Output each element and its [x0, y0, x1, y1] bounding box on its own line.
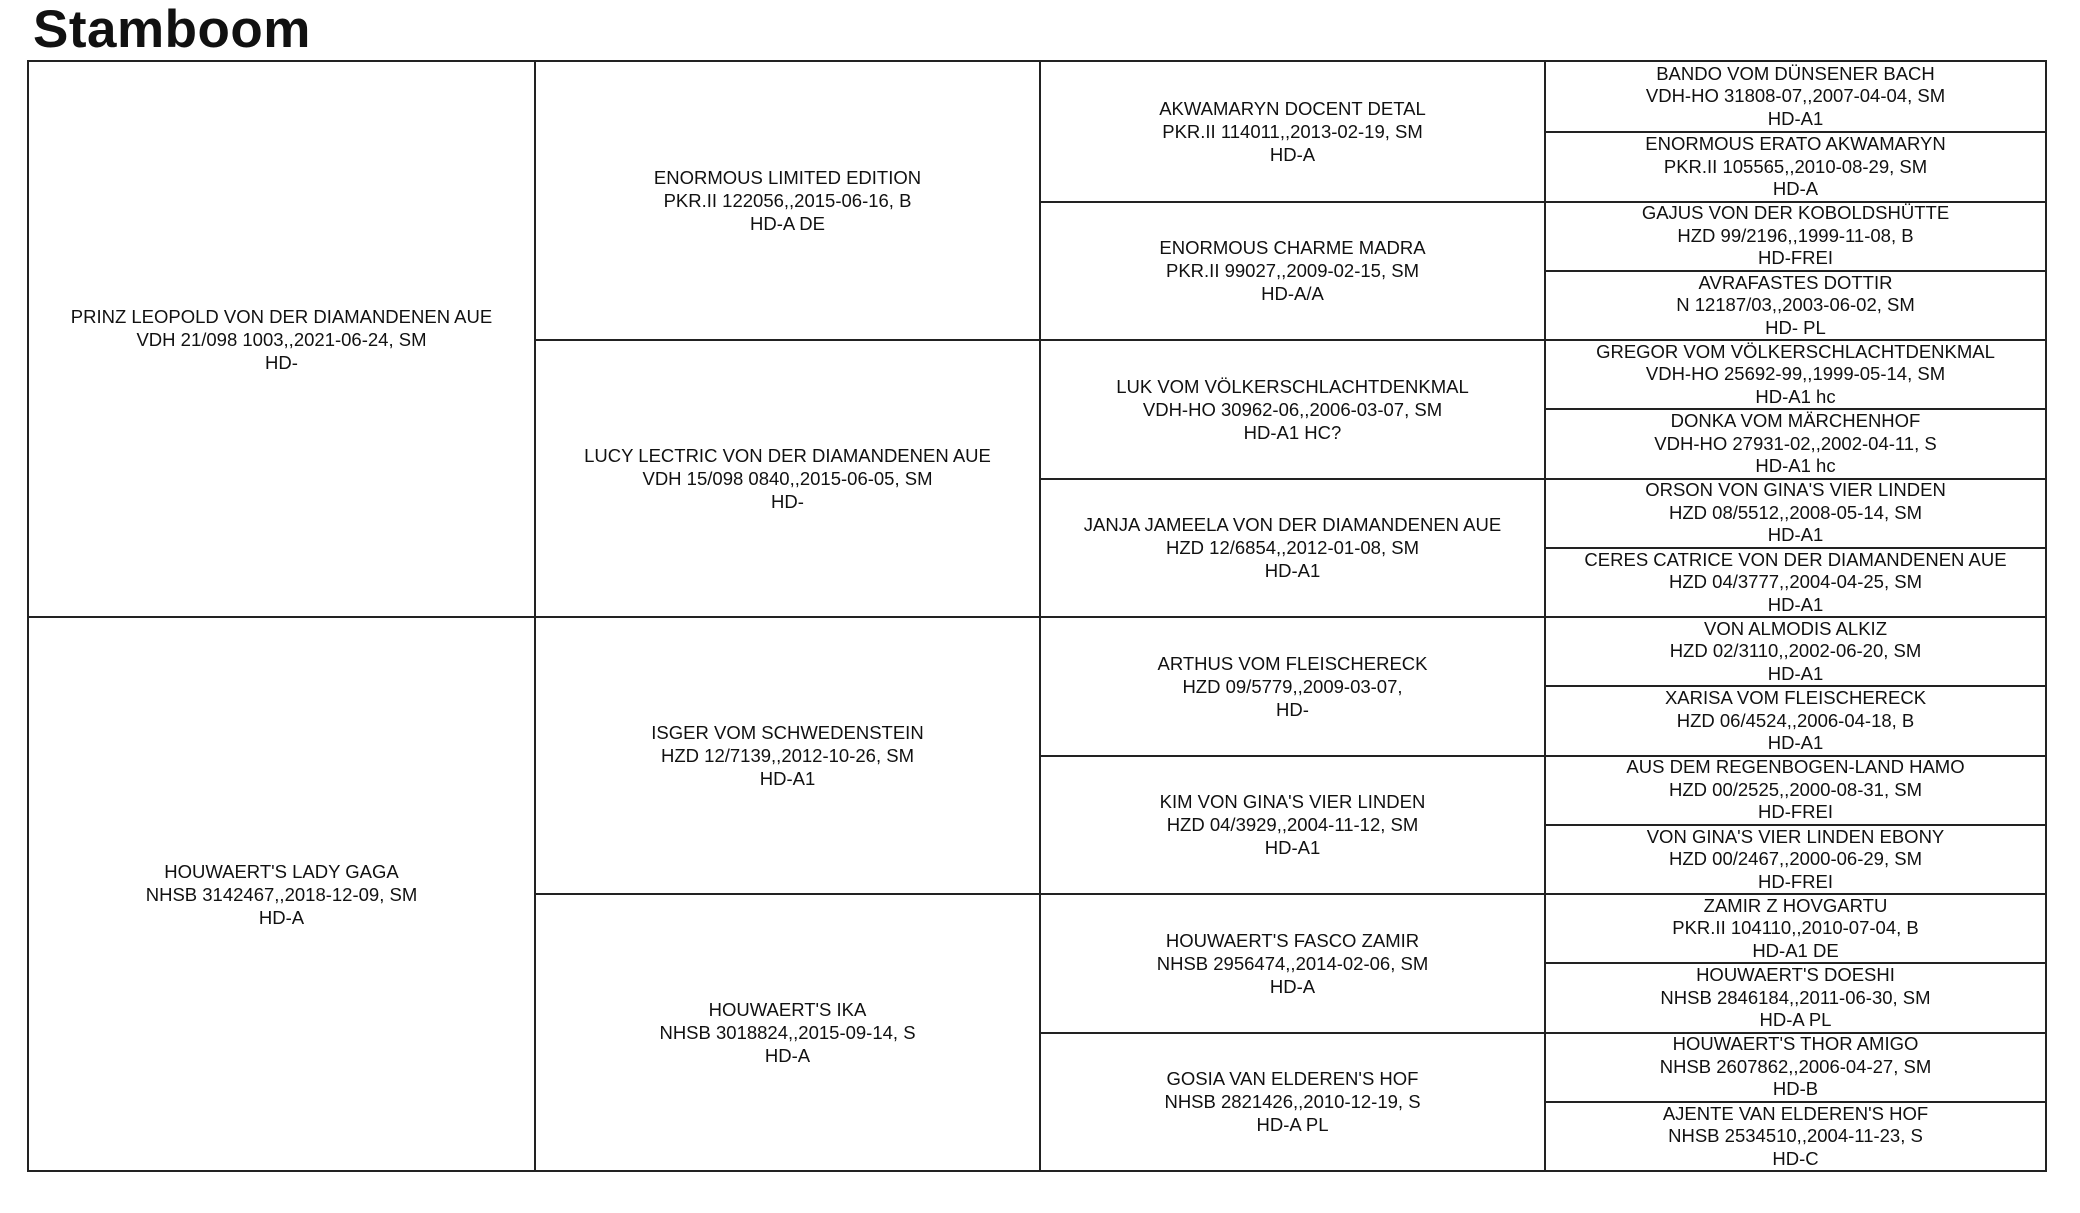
dog-name: ENORMOUS LIMITED EDITION	[653, 167, 922, 188]
dog-name: AKWAMARYN DOCENT DETAL	[1159, 97, 1426, 119]
dog-name: HOUWAERT'S LADY GAGA	[164, 860, 399, 882]
dog-name: GREGOR VOM VÖLKERSCHLACHTDENKMAL	[1596, 340, 1995, 362]
generation-3-dog	[1039, 1032, 1544, 1171]
dog-hd-score: HD-A	[1772, 178, 1819, 200]
dog-registration: HZD 12/6854,,2012-01-08, SM	[1166, 537, 1419, 559]
dog-hd-score: HD-FREI	[1757, 870, 1833, 892]
generation-3-dog	[1039, 478, 1544, 617]
dog-name: GAJUS VON DER KOBOLDSHÜTTE	[1641, 202, 1950, 224]
dog-name: LUK VOM VÖLKERSCHLACHTDENKMAL	[1116, 375, 1469, 397]
dog-name: HOUWAERT'S FASCO ZAMIR	[1165, 929, 1420, 951]
dog-registration: NHSB 3018824,,2015-09-14, S	[659, 1022, 916, 1043]
dog-registration: HZD 04/3929,,2004-11-12, SM	[1166, 814, 1419, 836]
dog-name: ISGER VOM SCHWEDENSTEIN	[651, 722, 924, 743]
dog-name: VON GINA'S VIER LINDEN EBONY	[1646, 825, 1945, 847]
dog-hd-score: HD-A	[258, 906, 305, 928]
dog-registration: VDH 21/098 1003,,2021-06-24, SM	[136, 328, 427, 350]
dog-hd-score: HD-	[265, 351, 298, 373]
dog-hd-score: HD-A1	[1767, 732, 1824, 754]
dog-registration: NHSB 2534510,,2004-11-23, S	[1668, 1125, 1923, 1147]
dog-registration: VDH-HO 30962-06,,2006-03-07, SM	[1142, 398, 1443, 420]
dog-registration: PKR.II 105565,,2010-08-29, SM	[1663, 155, 1928, 177]
dog-registration: PKR.II 122056,,2015-06-16, B	[663, 190, 912, 211]
dog-name: VON ALMODIS ALKIZ	[1703, 617, 1887, 639]
generation-3-dog	[1039, 201, 1544, 340]
generation-4-dog	[1544, 1032, 2045, 1101]
dog-name: BANDO VOM DÜNSENER BACH	[1656, 62, 1935, 84]
generation-4-dog	[1544, 893, 2045, 962]
generation-4-dog	[1544, 547, 2045, 616]
dog-hd-score: HD-A	[764, 1045, 811, 1066]
generation-4-dog	[1544, 339, 2045, 408]
dog-hd-score: HD-A1	[1767, 524, 1824, 546]
dog-registration: HZD 00/2467,,2000-06-29, SM	[1669, 848, 1922, 870]
dog-hd-score: HD-FREI	[1757, 247, 1833, 269]
generation-4-dog	[1544, 62, 2045, 131]
generation-2-dog	[534, 616, 1039, 893]
generation-1-dog	[29, 62, 534, 616]
generation-2-dog	[534, 62, 1039, 339]
generation-4-dog	[1544, 478, 2045, 547]
dog-name: AVRAFASTES DOTTIR	[1698, 271, 1893, 293]
dog-registration: PKR.II 114011,,2013-02-19, SM	[1162, 120, 1423, 142]
generation-3-dog	[1039, 339, 1544, 478]
dog-hd-score: HD-A	[1269, 975, 1316, 997]
dog-hd-score: HD-A1	[1264, 560, 1321, 582]
dog-name: ENORMOUS ERATO AKWAMARYN	[1645, 133, 1946, 155]
dog-name: ZAMIR Z HOVGARTU	[1703, 894, 1888, 916]
dog-hd-score: HD-	[1276, 698, 1309, 720]
dog-hd-score: HD-A1	[759, 768, 816, 789]
dog-registration: HZD 02/3110,,2002-06-20, SM	[1669, 640, 1922, 662]
generation-3-dog	[1039, 893, 1544, 1032]
generation-4-dog	[1544, 685, 2045, 754]
dog-hd-score: HD-A1 DE	[1752, 939, 1839, 961]
dog-registration: NHSB 2956474,,2014-02-06, SM	[1156, 952, 1429, 974]
dog-name: ORSON VON GINA'S VIER LINDEN	[1645, 479, 1946, 501]
dog-registration: VDH-HO 25692-99,,1999-05-14, SM	[1645, 363, 1946, 385]
dog-name: JANJA JAMEELA VON DER DIAMANDENEN AUE	[1083, 514, 1502, 536]
dog-name: ARTHUS VOM FLEISCHERECK	[1157, 652, 1428, 674]
dog-registration: HZD 06/4524,,2006-04-18, B	[1676, 709, 1915, 731]
dog-hd-score: HD-A DE	[749, 213, 826, 234]
dog-hd-score: HD-A1 hc	[1755, 455, 1836, 477]
dog-hd-score: HD-A PL	[1759, 1009, 1832, 1031]
generation-4-dog	[1544, 201, 2045, 270]
dog-registration: PKR.II 99027,,2009-02-15, SM	[1166, 260, 1419, 282]
generation-4-dog	[1544, 824, 2045, 893]
dog-registration: HZD 09/5779,,2009-03-07,	[1182, 675, 1403, 697]
dog-registration: NHSB 2846184,,2011-06-30, SM	[1660, 986, 1931, 1008]
dog-hd-score: HD-A1 hc	[1755, 385, 1836, 407]
generation-3-dog	[1039, 62, 1544, 201]
dog-hd-score: HD-A1	[1264, 837, 1321, 859]
generation-4-dog	[1544, 616, 2045, 685]
dog-hd-score: HD-A/A	[1261, 283, 1324, 305]
dog-name: HOUWAERT'S THOR AMIGO	[1672, 1033, 1919, 1055]
dog-name: LUCY LECTRIC VON DER DIAMANDENEN AUE	[584, 445, 991, 466]
generation-4-dog	[1544, 755, 2045, 824]
generation-4-dog	[1544, 270, 2045, 339]
dog-name: CERES CATRICE VON DER DIAMANDENEN AUE	[1584, 548, 2007, 570]
dog-registration: N 12187/03,,2003-06-02, SM	[1676, 294, 1915, 316]
dog-hd-score: HD-A1	[1767, 593, 1824, 615]
dog-registration: NHSB 2821426,,2010-12-19, S	[1164, 1091, 1421, 1113]
page-title: Stamboom	[33, 0, 311, 59]
dog-name: DONKA VOM MÄRCHENHOF	[1670, 410, 1921, 432]
generation-2-dog	[534, 339, 1039, 616]
dog-registration: HZD 12/7139,,2012-10-26, SM	[661, 745, 914, 766]
dog-hd-score: HD-A1 HC?	[1243, 421, 1342, 443]
dog-name: KIM VON GINA'S VIER LINDEN	[1159, 791, 1426, 813]
generation-1-dog	[29, 616, 534, 1170]
generation-4-dog	[1544, 1101, 2045, 1170]
dog-name: AJENTE VAN ELDEREN'S HOF	[1662, 1102, 1929, 1124]
dog-name: GOSIA VAN ELDEREN'S HOF	[1166, 1068, 1419, 1090]
generation-3-dog	[1039, 616, 1544, 755]
dog-name: ENORMOUS CHARME MADRA	[1159, 237, 1426, 259]
dog-hd-score: HD-C	[1772, 1147, 1819, 1169]
dog-name: HOUWAERT'S IKA	[708, 999, 867, 1020]
dog-hd-score: HD-FREI	[1757, 801, 1834, 823]
pedigree-table	[27, 60, 2047, 1172]
dog-name: PRINZ LEOPOLD VON DER DIAMANDENEN AUE	[70, 305, 493, 327]
dog-registration: VDH-HO 27931-02,,2002-04-11, S	[1654, 432, 1937, 454]
dog-registration: HZD 99/2196,,1999-11-08, B	[1677, 224, 1914, 246]
generation-3-dog	[1039, 755, 1544, 894]
dog-registration: HZD 04/3777,,2004-04-25, SM	[1669, 571, 1922, 593]
dog-registration: NHSB 2607862,,2006-04-27, SM	[1659, 1055, 1932, 1077]
dog-hd-score: HD-B	[1772, 1078, 1819, 1100]
dog-registration: NHSB 3142467,,2018-12-09, SM	[145, 883, 418, 905]
dog-hd-score: HD-A1	[1767, 107, 1824, 129]
generation-4-dog	[1544, 408, 2045, 477]
dog-name: HOUWAERT'S DOESHI	[1696, 964, 1895, 986]
dog-hd-score: HD- PL	[1765, 316, 1826, 338]
dog-registration: HZD 08/5512,,2008-05-14, SM	[1669, 501, 1922, 523]
dog-hd-score: HD-	[771, 491, 804, 512]
dog-name: XARISA VOM FLEISCHERECK	[1664, 687, 1927, 709]
dog-registration: HZD 00/2525,,2000-08-31, SM	[1669, 778, 1922, 800]
generation-4-dog	[1544, 131, 2045, 200]
dog-registration: PKR.II 104110,,2010-07-04, B	[1672, 917, 1919, 939]
dog-registration: VDH-HO 31808-07,,2007-04-04, SM	[1645, 85, 1946, 107]
dog-hd-score: HD-A PL	[1256, 1114, 1329, 1136]
dog-registration: VDH 15/098 0840,,2015-06-05, SM	[642, 468, 933, 489]
dog-hd-score: HD-A	[1269, 143, 1316, 165]
generation-2-dog	[534, 893, 1039, 1170]
dog-hd-score: HD-A1	[1767, 662, 1824, 684]
generation-4-dog	[1544, 962, 2045, 1031]
dog-name: AUS DEM REGENBOGEN-LAND HAMO	[1626, 756, 1965, 778]
